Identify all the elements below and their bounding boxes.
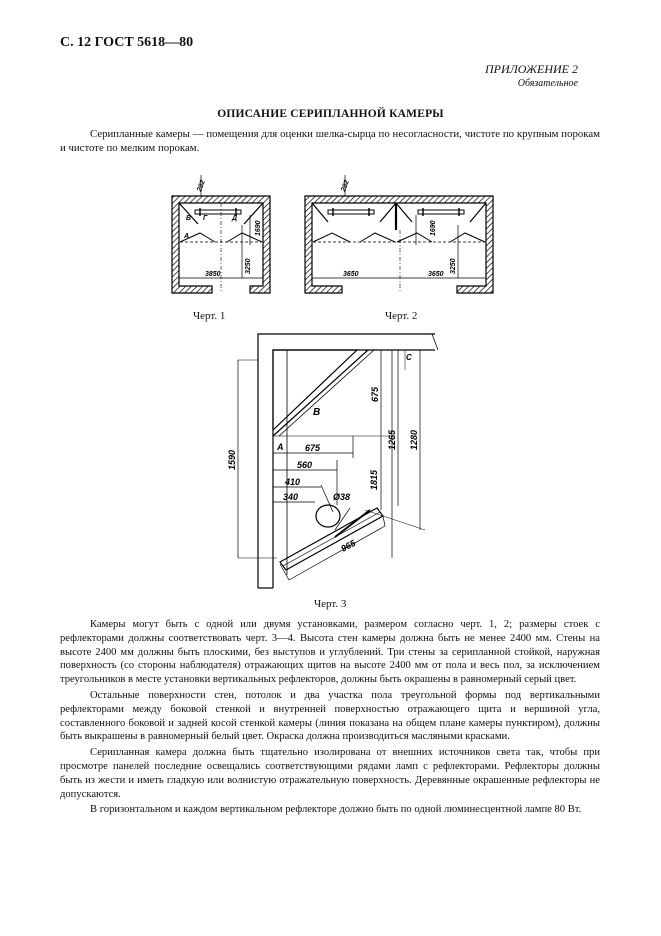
fig3-label-b: В	[313, 407, 321, 418]
paragraph-4: В горизонтальном и каждом вертикальном рефлекторе должно быть по одной люминесцентной лампе 80 Вт.	[90, 804, 582, 816]
fig2-dim-height-b: 3250	[450, 258, 457, 274]
fig1-label-g: Г	[203, 215, 208, 222]
fig2-dim-height-a: 1690	[430, 220, 437, 236]
figure-2-caption: Черт. 2	[385, 310, 418, 322]
section-title: ОПИСАНИЕ СЕРИПЛАННОЙ КАМЕРЫ	[217, 108, 444, 120]
fig1-dim-height-b: 3250	[245, 258, 252, 274]
fig1-dim-height-a: 1690	[255, 220, 262, 236]
fig3-dim-1590: 1590	[227, 449, 237, 470]
figure-1-caption: Черт. 1	[193, 310, 226, 322]
fig3-dim-965: 965	[339, 537, 358, 554]
fig1-label-a: А	[184, 233, 190, 240]
fig3-dim-675-horizontal: 675	[305, 443, 321, 453]
fig3-dim-340: 340	[283, 492, 299, 502]
fig3-dim-560: 560	[297, 460, 313, 470]
appendix-label	[485, 62, 578, 89]
fig3-dim-1815: 1815	[369, 469, 379, 490]
paragraph-3: Серипланная камера должна быть тщательно изолирована от внешних источников света так, чтобы при просмотре панелей последние освещались соответствующими рядами ламп с рефлекторами. Рефлекторы должны быть из жести и иметь гладкую или волнистую отражательную поверхность. Деревянные окрашенные рефлекторы не допускаются.	[60, 747, 600, 800]
description-body	[60, 618, 600, 819]
figures-1-2	[160, 170, 505, 300]
figure-2-plan	[305, 175, 493, 293]
fig3-dim-1265: 1265	[387, 429, 397, 450]
fig1-label-b: В	[186, 215, 192, 222]
fig3-dim-675-vertical: 675	[370, 386, 380, 402]
fig3-dim-1280: 1280	[409, 429, 419, 450]
paragraph-1: Камеры могут быть с одной или двумя установками, размером согласно черт. 1, 2; размеры стоек с рефлекторами должны соответствовать черт. 3—4. Высота стен камеры должна быть не менее 2400 мм. Стены на высоте 2400 мм должны быть плоскими, без выступов и углублений. Три стены за серипланной стойкой, наружная поверхность (со стороны наблюдателя) отражающих щитов на высоте 2400 мм от пола и весь пол, за исключением треугольников в месте установки вертикальных рефлекторов, должны быть окрашены в равномерный серый цвет.	[60, 619, 600, 686]
fig3-label-a: А	[277, 442, 284, 452]
fig3-dim-410: 410	[285, 477, 301, 487]
fig1-label-d: Д	[232, 215, 238, 222]
fig2-dim-width-right: 3650	[428, 271, 444, 278]
appendix-status: Обязательное	[517, 78, 578, 89]
figure-1-plan	[172, 175, 270, 293]
fig1-dim-width: 3850	[205, 271, 221, 278]
fig3-label-c: С	[406, 353, 412, 362]
fig2-dim-wall: 282	[340, 179, 351, 193]
fig1-dim-wall: 282	[196, 179, 207, 193]
figure-3-detail	[225, 330, 450, 595]
fig2-dim-width-left: 3650	[343, 271, 359, 278]
intro-paragraph: Серипланные камеры — помещения для оценки шелка-сырца по несогласности, чистоте по крупным порокам и чистоте по мелким порокам.	[60, 128, 600, 154]
page-header: С. 12 ГОСТ 5618—80	[60, 35, 194, 50]
appendix-number: ПРИЛОЖЕНИЕ 2	[485, 62, 578, 76]
figure-3-caption: Черт. 3	[314, 598, 347, 610]
fig3-dim-038: Ø38	[333, 492, 351, 502]
paragraph-2: Остальные поверхности стен, потолок и два участка пола треугольной формы под вертикальными рефлекторами между боковой стенкой и внутренней поверхностью отражающего щита и вершиной угла, составленного боковой и задней косой стенкой камеры (линия показана на общем плане камеры пунктиром), должны быть выкрашены в равномерный белый цвет. Окраска должна производиться масляными красками.	[60, 689, 600, 743]
